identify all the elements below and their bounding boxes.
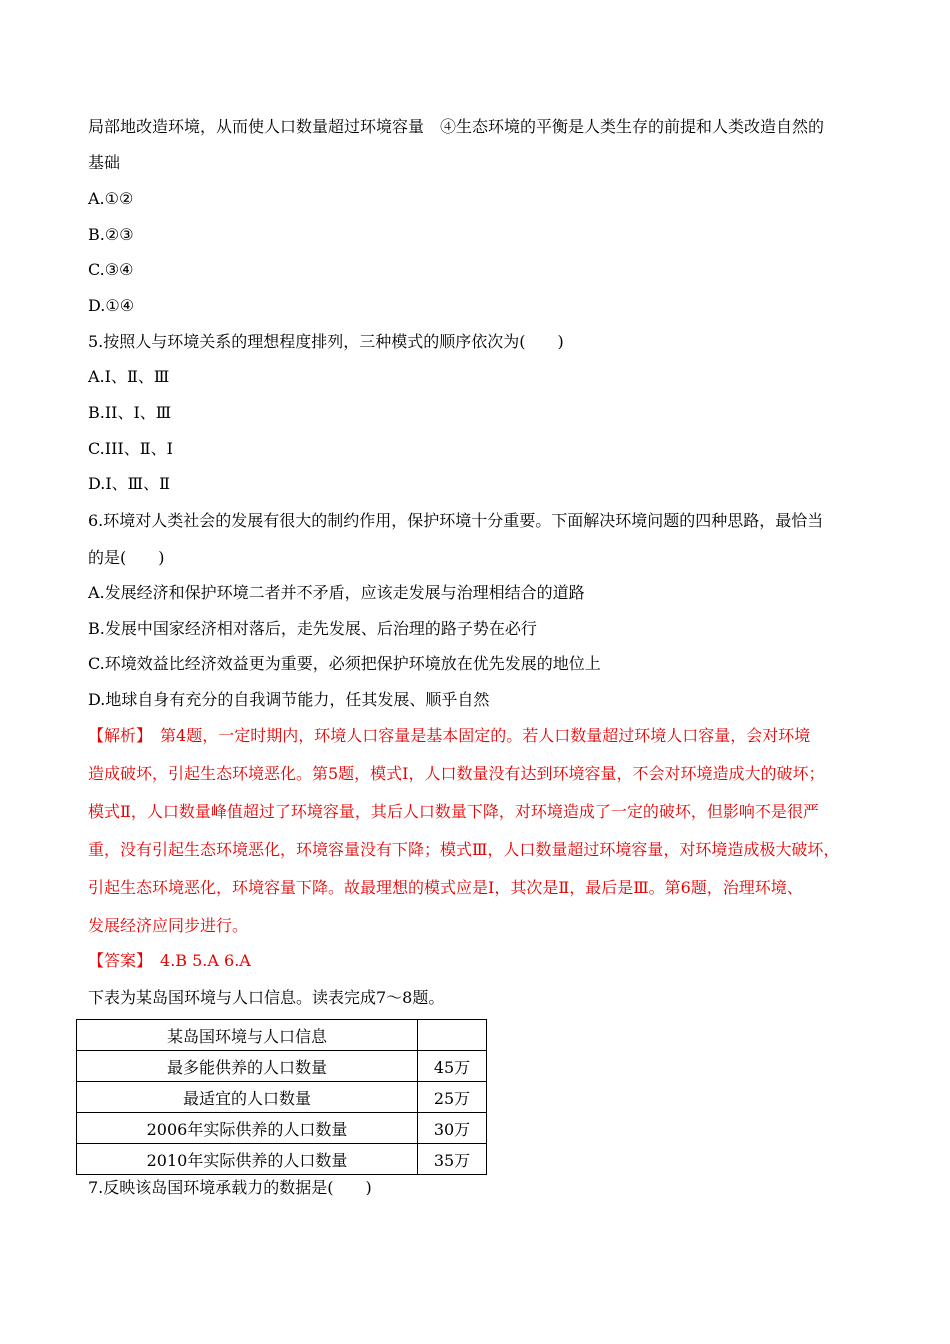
table-row-label: 2010年实际供养的人口数量 <box>77 1144 418 1175</box>
q5-option-c: C.III、Ⅱ、Ⅰ <box>88 439 173 458</box>
q6-option-a: A.发展经济和保护环境二者并不矛盾，应该走发展与治理相结合的道路 <box>88 583 585 602</box>
q4-continuation-line1: 局部地改造环境，从而使人口数量超过环境容量 ④生态环境的平衡是人类生存的前提和人类改造自然的 <box>88 117 825 136</box>
q4-continuation-line2: 基础 <box>88 153 121 172</box>
table-intro: 下表为某岛国环境与人口信息。读表完成7～8题。 <box>88 988 445 1007</box>
analysis-line6: 发展经济应同步进行。 <box>88 916 249 935</box>
table-row-value: 45万 <box>418 1051 487 1082</box>
analysis-line5: 引起生态环境恶化，环境容量下降。故最理想的模式应是Ⅰ，其次是Ⅱ，最后是Ⅲ。第6题，治理环境、 <box>88 878 803 897</box>
q6-option-b: B.发展中国家经济相对落后，走先发展、后治理的路子势在必行 <box>88 619 537 638</box>
population-info-table <box>76 1019 487 1175</box>
table-row <box>77 1113 487 1144</box>
analysis-line1 <box>88 726 810 746</box>
q6-option-d: D.地球自身有充分的自我调节能力，任其发展、顺乎自然 <box>88 690 490 709</box>
table-row-label: 2006年实际供养的人口数量 <box>77 1113 418 1144</box>
analysis-tag: 【解析】 <box>88 726 145 745</box>
q5-option-b: B.II、Ⅰ、Ⅲ <box>88 403 172 422</box>
q4-option-b: B.②③ <box>88 225 134 244</box>
q5-option-d: D.I、Ⅲ、Ⅱ <box>88 474 170 493</box>
answer-tag: 【答案】 <box>88 951 145 970</box>
table-row-value: 30万 <box>418 1113 487 1144</box>
table-header-cell: 某岛国环境与人口信息 <box>77 1020 418 1051</box>
table-header-row <box>77 1020 487 1051</box>
analysis-line2: 造成破坏，引起生态环境恶化。第5题，模式Ⅰ，人口数量没有达到环境容量，不会对环境造成大的破坏； <box>88 764 825 783</box>
q4-option-c: C.③④ <box>88 260 134 279</box>
q7-stem: 7.反映该岛国环境承载力的数据是( ) <box>88 1178 372 1197</box>
q6-option-c: C.环境效益比经济效益更为重要，必须把保护环境放在优先发展的地位上 <box>88 654 601 673</box>
table-row-label: 最适宜的人口数量 <box>77 1082 418 1113</box>
q5-option-a: A.I、Ⅱ、Ⅲ <box>88 367 170 386</box>
q5-stem: 5.按照人与环境关系的理想程度排列，三种模式的顺序依次为( ) <box>88 332 564 351</box>
analysis-line4: 重，没有引起生态环境恶化，环境容量没有下降；模式Ⅲ，人口数量超过环境容量，对环境造成极大破坏， <box>88 840 840 859</box>
table-header-value-cell <box>418 1020 487 1051</box>
table-row <box>77 1144 487 1175</box>
table-row-value: 35万 <box>418 1144 487 1175</box>
table-row-label: 最多能供养的人口数量 <box>77 1051 418 1082</box>
table-row <box>77 1051 487 1082</box>
answer-text: 4.B 5.A 6.A <box>144 951 251 970</box>
analysis-text-line1: 第4题，一定时期内，环境人口容量是基本固定的。若人口数量超过环境人口容量，会对环境 <box>144 726 811 745</box>
q6-stem-line2: 的是( ) <box>88 548 165 567</box>
q4-option-a: A.①② <box>88 189 134 208</box>
q6-stem-line1: 6.环境对人类社会的发展有很大的制约作用，保护环境十分重要。下面解决环境问题的四种思路，最恰当 <box>88 511 824 530</box>
table-row <box>77 1082 487 1113</box>
table-row-value: 25万 <box>418 1082 487 1113</box>
q4-option-d: D.①④ <box>88 296 135 315</box>
analysis-line3: 模式Ⅱ，人口数量峰值超过了环境容量，其后人口数量下降，对环境造成了一定的破坏，但影响不是很严 <box>88 802 819 821</box>
answer-line <box>88 951 251 971</box>
